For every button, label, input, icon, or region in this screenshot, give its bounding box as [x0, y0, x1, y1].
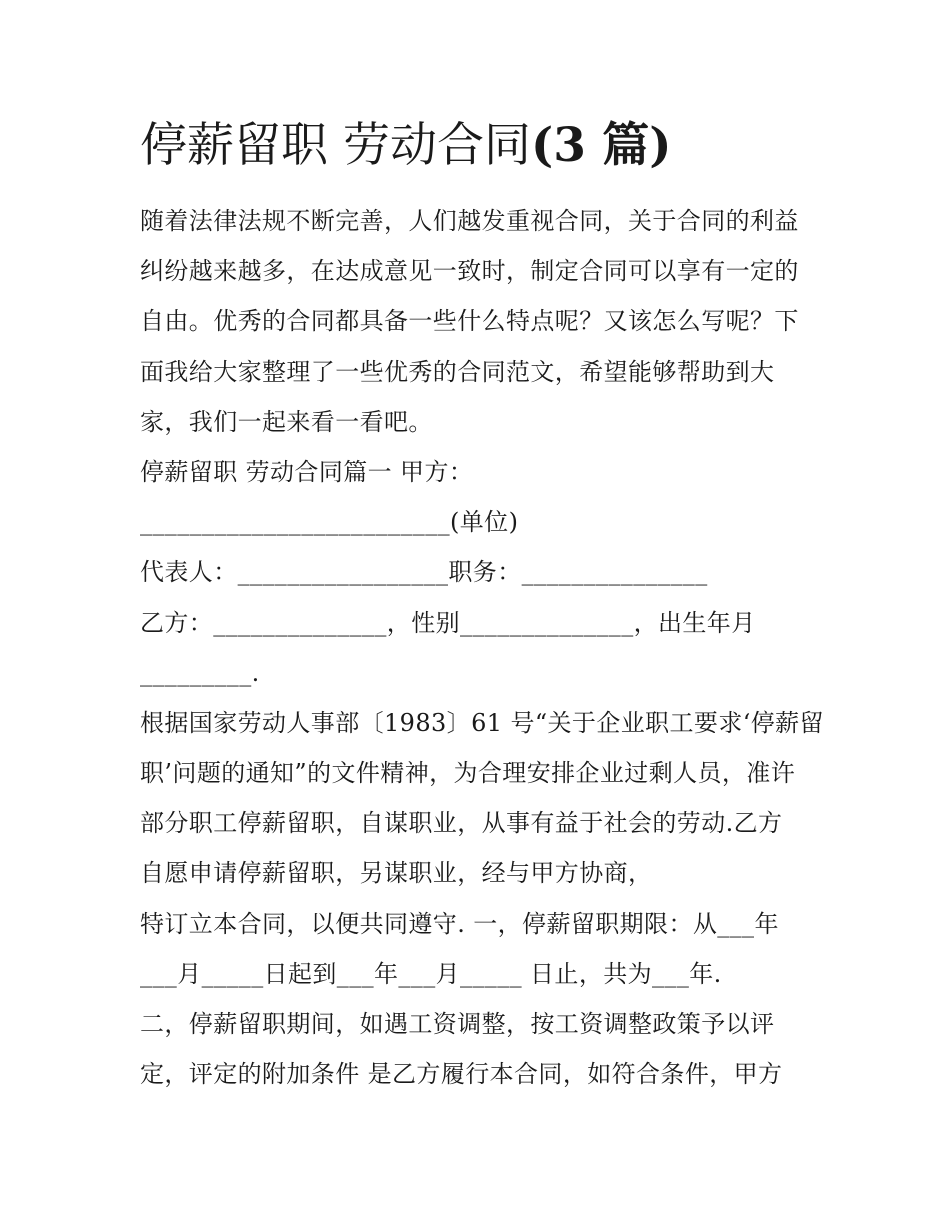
party-b-line: 乙方：______________，性别______________，出生年月 — [140, 608, 756, 637]
intro-line-5: 家，我们一起来看一看吧。 — [140, 407, 433, 436]
document-body — [140, 196, 830, 1099]
basis-line-4: 自愿申请停薪留职，另谋职业，经与甲方协商， — [140, 859, 653, 888]
intro-line-1: 随着法律法规不断完善，人们越发重视合同，关于合同的利益 — [140, 207, 799, 235]
intro-line-3: 自由。优秀的合同都具备一些什么特点呢？又该怎么写呢？下 — [140, 307, 799, 336]
intro-line-4: 面我给大家整理了一些优秀的合同范文，希望能够帮助到大 — [140, 357, 775, 386]
basis-line-2: 职’问题的通知”的文件精神，为合理安排企业过剩人员，准许 — [140, 759, 796, 788]
document-title — [140, 110, 830, 182]
basis-line-1: 根据国家劳动人事部〔1983〕61 号“关于企业职工要求‘停薪留 — [140, 708, 824, 737]
section-heading-party-a: 停薪留职 劳动合同篇一 甲方： — [140, 457, 474, 486]
basis-line-3: 部分职工停薪留职，自谋职业，从事有益于社会的劳动.乙方 — [140, 809, 783, 838]
title-main: 停薪留职 劳动合同 — [140, 118, 531, 173]
document-page — [140, 110, 830, 1099]
intro-line-2: 纠纷越来越多，在达成意见一致时，制定合同可以享有一定的 — [140, 257, 799, 286]
representative-line: 代表人：_________________职务：_______________ — [140, 558, 708, 587]
clause-1-line-1: 特订立本合同，以便共同遵守. 一，停薪留职期限：从___年 — [140, 909, 779, 938]
title-suffix: (3 篇) — [530, 118, 672, 173]
clause-2-line-2: 定，评定的附加条件 是乙方履行本合同，如符合条件，甲方 — [140, 1060, 783, 1089]
birth-date-line: _________. — [140, 658, 260, 687]
party-a-unit-line: _________________________(单位) — [140, 508, 519, 537]
clause-1-line-2: ___月_____日起到___年___月_____ 日止，共为___年. — [140, 959, 722, 988]
clause-2-line-1: 二，停薪留职期间，如遇工资调整，按工资调整政策予以评 — [140, 1010, 775, 1038]
